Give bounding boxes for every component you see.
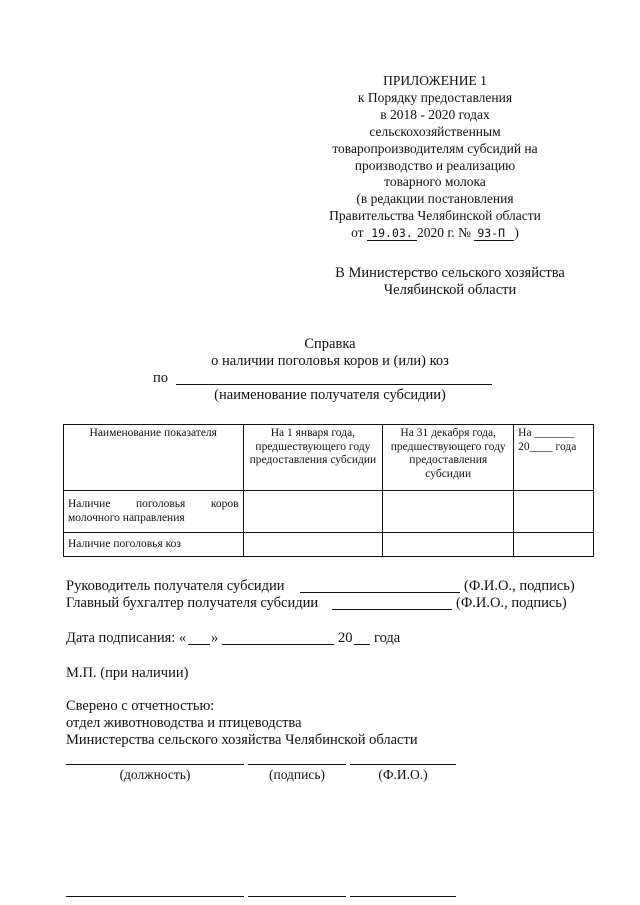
accountant-note: (Ф.И.О., подпись) bbox=[456, 595, 567, 611]
bottom-full-name-line[interactable] bbox=[350, 896, 456, 897]
table-header: Наименование показателя bbox=[64, 425, 244, 491]
appendix-line: сельскохозяйственным bbox=[369, 123, 501, 139]
signature-caption: (подпись) bbox=[268, 767, 326, 782]
table-cell[interactable] bbox=[243, 491, 383, 533]
accountant-signature-line[interactable] bbox=[332, 609, 452, 610]
recipient-line: Челябинской области bbox=[383, 282, 517, 298]
position-line[interactable] bbox=[66, 764, 244, 765]
accountant-label: Главный бухгалтер получателя субсидии bbox=[66, 595, 319, 611]
appendix-line: товарного молока bbox=[384, 174, 486, 190]
number-stamp: 93-П bbox=[474, 227, 514, 241]
head-note: (Ф.И.О., подпись) bbox=[464, 578, 575, 594]
table-cell[interactable] bbox=[243, 533, 383, 557]
appendix-line: к Порядку предоставления bbox=[357, 89, 513, 105]
by-label: по bbox=[153, 370, 169, 386]
full-name-line[interactable] bbox=[350, 764, 456, 765]
position-caption: (должность) bbox=[119, 767, 191, 782]
recipient-block bbox=[310, 265, 590, 299]
verification-line: Сверено с отчетностью: bbox=[66, 698, 215, 714]
bottom-signature-line[interactable] bbox=[248, 896, 346, 897]
appendix-header bbox=[300, 73, 570, 242]
date-year-line[interactable] bbox=[354, 644, 370, 645]
table-row-label: Наличие поголовья коз bbox=[64, 533, 244, 557]
table-cell[interactable] bbox=[514, 533, 594, 557]
certificate-title: Справка bbox=[304, 336, 356, 352]
head-signature-line[interactable] bbox=[300, 592, 460, 593]
year-text: 2020 г. № bbox=[416, 225, 471, 241]
verification-line: отдел животноводства и птицеводства bbox=[66, 715, 302, 731]
appendix-line: (в редакции постановления bbox=[356, 191, 514, 207]
date-day-line[interactable] bbox=[188, 644, 210, 645]
appendix-line: в 2018 - 2020 годах bbox=[380, 106, 490, 122]
date-quote-close: » bbox=[211, 630, 219, 646]
signature-line[interactable] bbox=[248, 764, 346, 765]
table-cell[interactable] bbox=[383, 533, 514, 557]
livestock-table bbox=[63, 424, 594, 557]
date-label: Дата подписания: « bbox=[66, 630, 187, 646]
appendix-title: ПРИЛОЖЕНИЕ 1 bbox=[383, 73, 487, 88]
date-month-line[interactable] bbox=[222, 644, 334, 645]
table-cell[interactable] bbox=[383, 491, 514, 533]
certificate-subtitle: о наличии поголовья коров и (или) коз bbox=[211, 353, 449, 369]
full-name-caption: (Ф.И.О.) bbox=[378, 767, 428, 782]
seal-label: М.П. (при наличии) bbox=[66, 665, 189, 681]
table-header: На _______ 20____ года bbox=[514, 425, 594, 491]
date-year-prefix: 20 bbox=[338, 630, 353, 646]
appendix-line: товаропроизводителям субсидий на bbox=[332, 140, 538, 156]
appendix-line: Правительства Челябинской области bbox=[329, 208, 541, 224]
date-prefix: от bbox=[351, 225, 364, 241]
table-cell[interactable] bbox=[514, 491, 594, 533]
head-label: Руководитель получателя субсидии bbox=[66, 578, 285, 594]
table-header: На 1 января года, предшествующего году предоставления субсидии bbox=[243, 425, 383, 491]
appendix-line: производство и реализацию bbox=[354, 157, 516, 173]
decree-date-line bbox=[300, 225, 570, 242]
recipient-line: В Министерство сельского хозяйства bbox=[335, 265, 565, 281]
recipient-name-line[interactable] bbox=[176, 384, 492, 385]
bottom-position-line[interactable] bbox=[66, 896, 244, 897]
date-stamp: 19.03. bbox=[367, 227, 417, 241]
table-header: На 31 декабря года, предшествующего году предоставления субсидии bbox=[383, 425, 514, 491]
recipient-caption: (наименование получателя субсидии) bbox=[214, 387, 446, 403]
verification-line: Министерства сельского хозяйства Челябинской области bbox=[66, 732, 418, 748]
table-row-label: Наличие поголовья коров молочного направления bbox=[64, 491, 244, 533]
close-paren: ) bbox=[514, 225, 519, 241]
date-year-suffix: года bbox=[374, 630, 401, 646]
